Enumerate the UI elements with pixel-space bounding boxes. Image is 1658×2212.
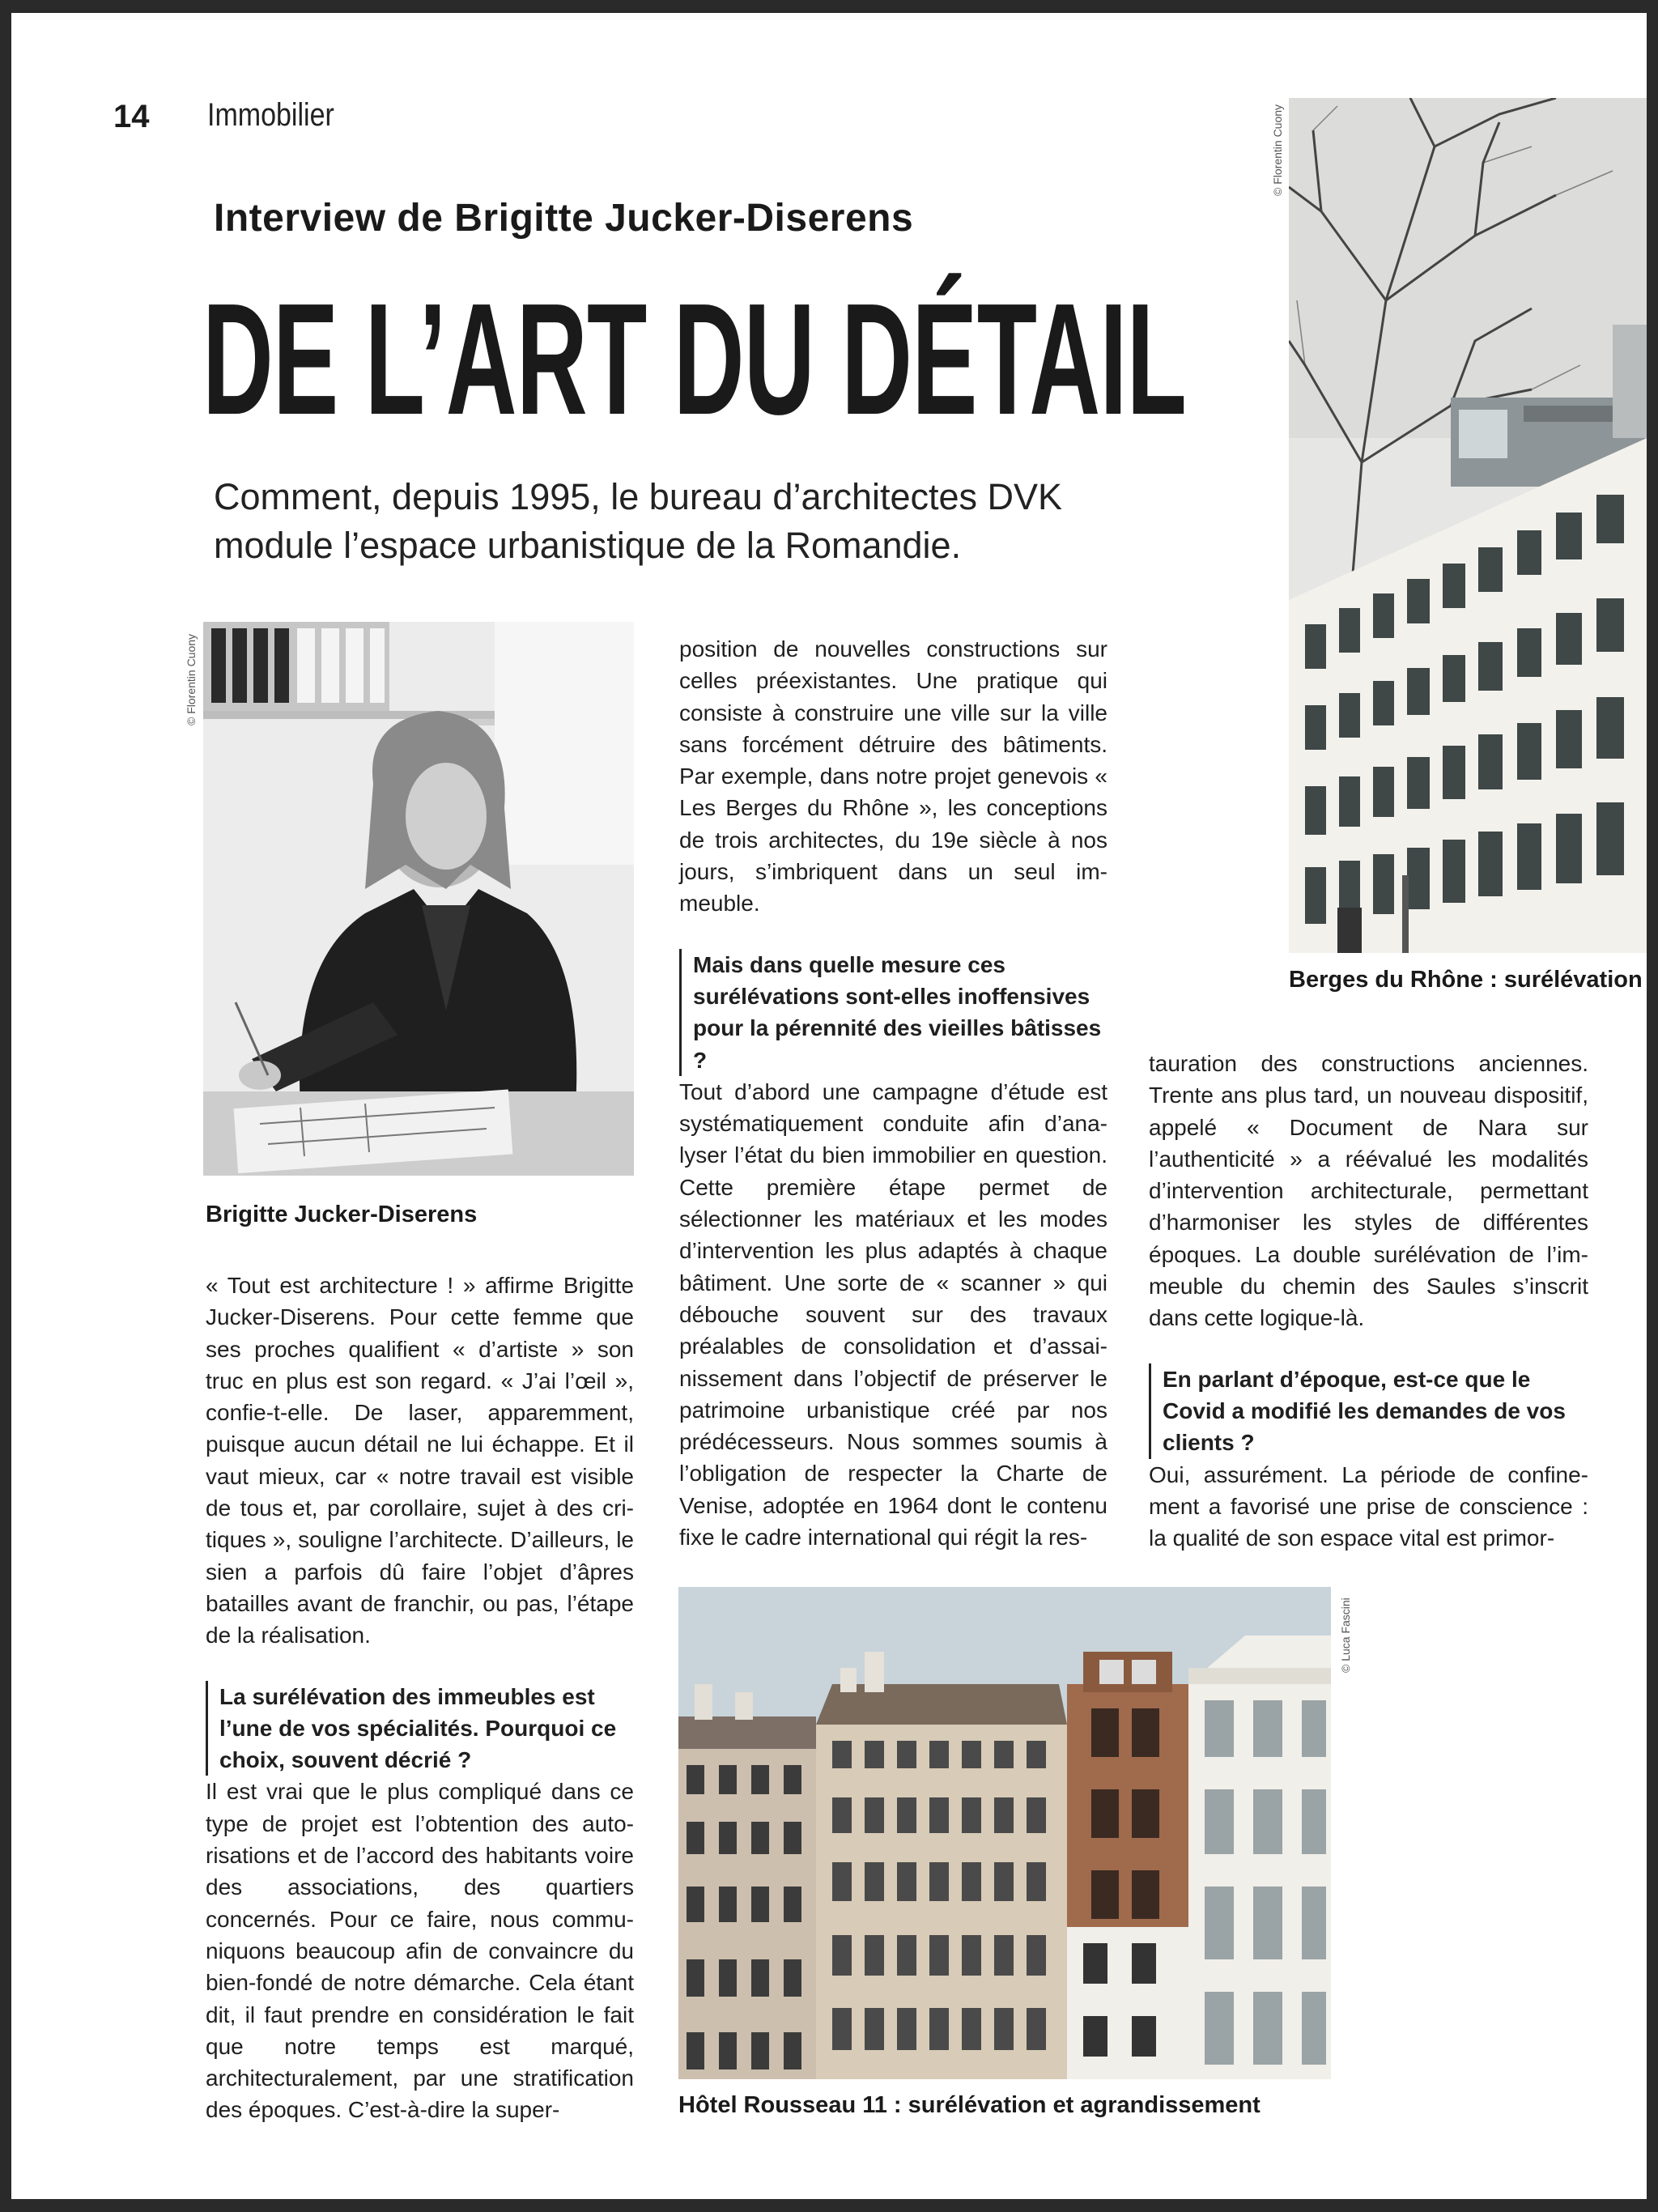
article-kicker: Interview de Brigitte Jucker-Diserens (214, 197, 914, 240)
article-column-2 (679, 633, 1107, 1553)
page-number: 14 (113, 99, 150, 134)
berges-photo-caption: Berges du Rhône : surélévation (1289, 967, 1643, 993)
magazine-page (11, 13, 1647, 2199)
article-lede: Comment, depuis 1995, le bureau d’architectes DVK module l’espace urbanistique de la Romandie. (214, 476, 1063, 566)
paragraph: Tout d’abord une campagne d’étude est systématiquement conduite afin d’analyser l’état du bien immobilier en question. Cette première étape permet de sélectionner les matériaux et les modes d’intervention les plus adaptés à chaque bâtiment. Une sorte de « scanner » qui débouche souvent sur des travaux préalables de consolidation et d’assainissement dans l’objectif de préserver le patrimoine urbanistique créé par nos prédécesseurs. Nous sommes soumis à l’obligation de respecter la Charte de Venise, adoptée en 1964 dont le contenu fixe le cadre international qui régit la res- (679, 1078, 1107, 1551)
rousseau-photo-credit: © Luca Fascini (1339, 1597, 1352, 1673)
interview-question: En parlant d’époque, est-ce que le Covid a modifié les demandes de vos clients ? (1149, 1363, 1588, 1459)
berges-du-rhone-photo (1289, 98, 1647, 953)
portrait-photo-caption: Brigitte Jucker-Diserens (206, 1202, 478, 1227)
hotel-rousseau-photo (678, 1587, 1331, 2079)
paragraph: Il est vrai que le plus compliqué dans ce type de projet est l’obtention des autorisations et de l’accord des habitants voire des associations, des quartiers concernés. Pour ce faire, nous communiquons beaucoup afin de convaincre du bien-fondé de notre démarche. Cela étant dit, il faut prendre en considération le fait que notre temps est marqué, architecturalement, par une stratification des époques. C’est-à-dire la super- (206, 1779, 634, 2123)
paragraph: « Tout est architecture ! » affirme Brigitte Jucker-Diserens. Pour cette femme que ses proches qualifient « d’artiste » son truc en plus est son regard. « J’ai l’œil », confie-t-elle. De laser, apparemment, puisque aucun détail ne lui échappe. Et il vaut mieux, car « notre travail est visible de tous et, par corollaire, sujet à des critiques », souligne l’architecte. D’ailleurs, le sien a parfois dû faire l’objet d’âpres batailles avant de franchir, ou pas, l’étape de la réalisation. (206, 1273, 634, 1648)
article-headline: DE L’ART DU DÉTAIL (202, 270, 1187, 448)
rousseau-photo-caption: Hôtel Rousseau 11 : surélévation et agrandissement (678, 2092, 1261, 2118)
berges-photo-credit: © Florentin Cuony (1271, 104, 1284, 196)
article-column-3 (1149, 1048, 1588, 1554)
interview-question: Mais dans quelle mesure ces surélévations sont-elles inoffensives pour la pérennité des vieilles bâtisses ? (679, 949, 1107, 1076)
paragraph: Oui, assurément. La période de confinement a favorisé une prise de conscience : la qualité de son espace vital est primor- (1149, 1461, 1588, 1551)
portrait-photo (203, 622, 634, 1176)
paragraph: tauration des constructions anciennes. Trente ans plus tard, un nouveau dispositif, appelé « Document de Nara sur l’authenticité » a réévalué les modalités d’intervention architecturale, permettant d’harmoniser les styles de différentes époques. La double surélévation de l’immeuble du chemin des Saules s’inscrit dans cette logique-là. (1149, 1051, 1588, 1331)
section-title: Immobilier (207, 97, 334, 133)
article-column-1 (206, 1270, 634, 2126)
paragraph: position de nouvelles constructions sur celles préexistantes. Une pratique qui consiste à construire une ville sur la ville sans forcément détruire des bâtiments. Par exemple, dans notre projet genevois « Les Berges du Rhône », les conceptions de trois architectes, du 19e siècle à nos jours, s’imbriquent dans un seul immeuble. (679, 636, 1107, 917)
interview-question: La surélévation des immeubles est l’une de vos spécialités. Pourquoi ce choix, souvent décrié ? (206, 1681, 634, 1776)
portrait-photo-credit: © Florentin Cuony (185, 633, 198, 725)
